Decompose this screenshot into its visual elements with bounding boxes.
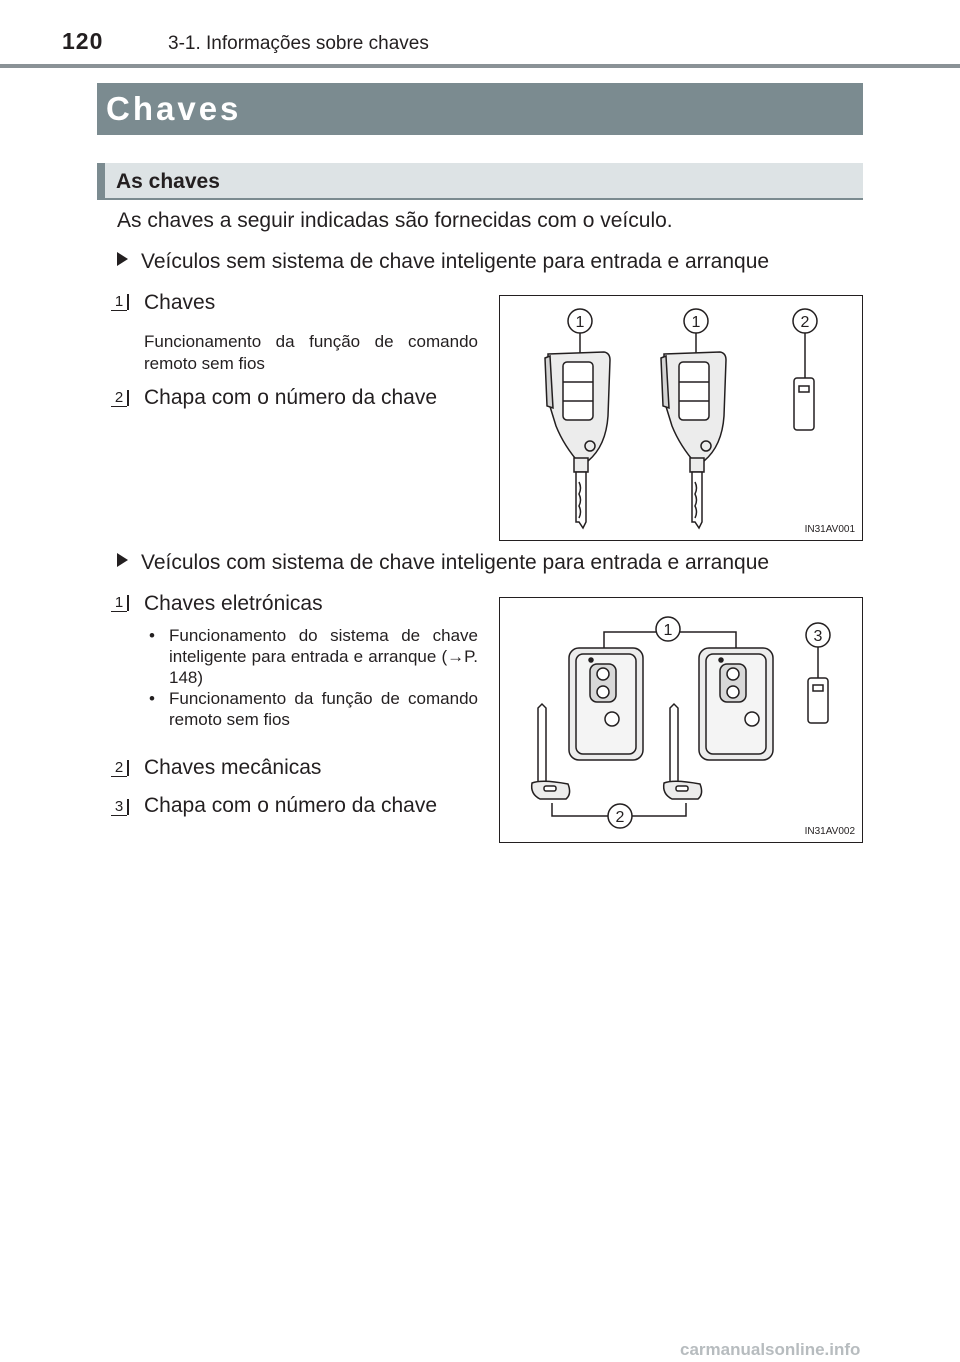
item-number-badge: 1 [111,293,127,311]
item-title: Chaves eletrónicas [144,592,323,615]
callout-label: 1 [663,622,673,639]
bullet-text: Funcionamento do sistema de chave inteligente para entrada e arranque (→P. 148) [169,626,478,687]
item-bullets [146,625,478,730]
section-title: As chaves [116,170,220,193]
item-title: Chapa com o número da chave [144,386,438,409]
callout-label: 2 [800,314,810,331]
item-number-badge: 3 [111,798,127,816]
header-rule [0,64,960,68]
variant-a-heading-text: Veículos sem sistema de chave inteligente para entrada e arranque [141,250,770,273]
item-number-badge: 2 [111,389,127,407]
item-description: Funcionamento da função de comando remoto sem fios [144,332,478,373]
title-bar [97,83,863,135]
bullet-item [146,625,478,688]
figure-code: IN31AV002 [804,826,855,837]
callout-label: 3 [813,628,823,645]
bullet-item [146,688,478,730]
bullet-text: Funcionamento da função de comando remoto sem fios [169,689,478,729]
page-title: Chaves [106,90,242,127]
bullet-dot: • [149,626,155,645]
callout-label: 1 [575,314,585,331]
figure-keys-standard [499,295,863,541]
figure-keys-smart [499,597,863,843]
bullet-dot: • [149,689,155,708]
triangle-bullet-icon [117,553,128,567]
intro-text: As chaves a seguir indicadas são fornecidas com o veículo. [117,209,673,232]
item-number-badge: 1 [111,594,127,612]
page-number: 120 [62,28,104,54]
variant-b-heading [117,551,769,575]
variant-b-heading-text: Veículos com sistema de chave inteligente para entrada e arranque [141,551,770,574]
watermark: carmanualsonline.info [680,1340,861,1359]
keys-standard-illustration [500,296,862,540]
item-number-badge: 2 [111,759,127,777]
variant-a-heading [117,250,769,274]
section-bar [97,163,863,200]
item-title: Chaves [144,291,216,314]
running-head: 3-1. Informações sobre chaves [168,33,429,54]
callout-label: 1 [691,314,701,331]
triangle-bullet-icon [117,252,128,266]
callout-label: 2 [615,809,625,826]
item-title: Chapa com o número da chave [144,794,438,817]
figure-code: IN31AV001 [804,524,855,535]
keys-smart-illustration [500,598,862,842]
item-title: Chaves mecânicas [144,756,322,779]
